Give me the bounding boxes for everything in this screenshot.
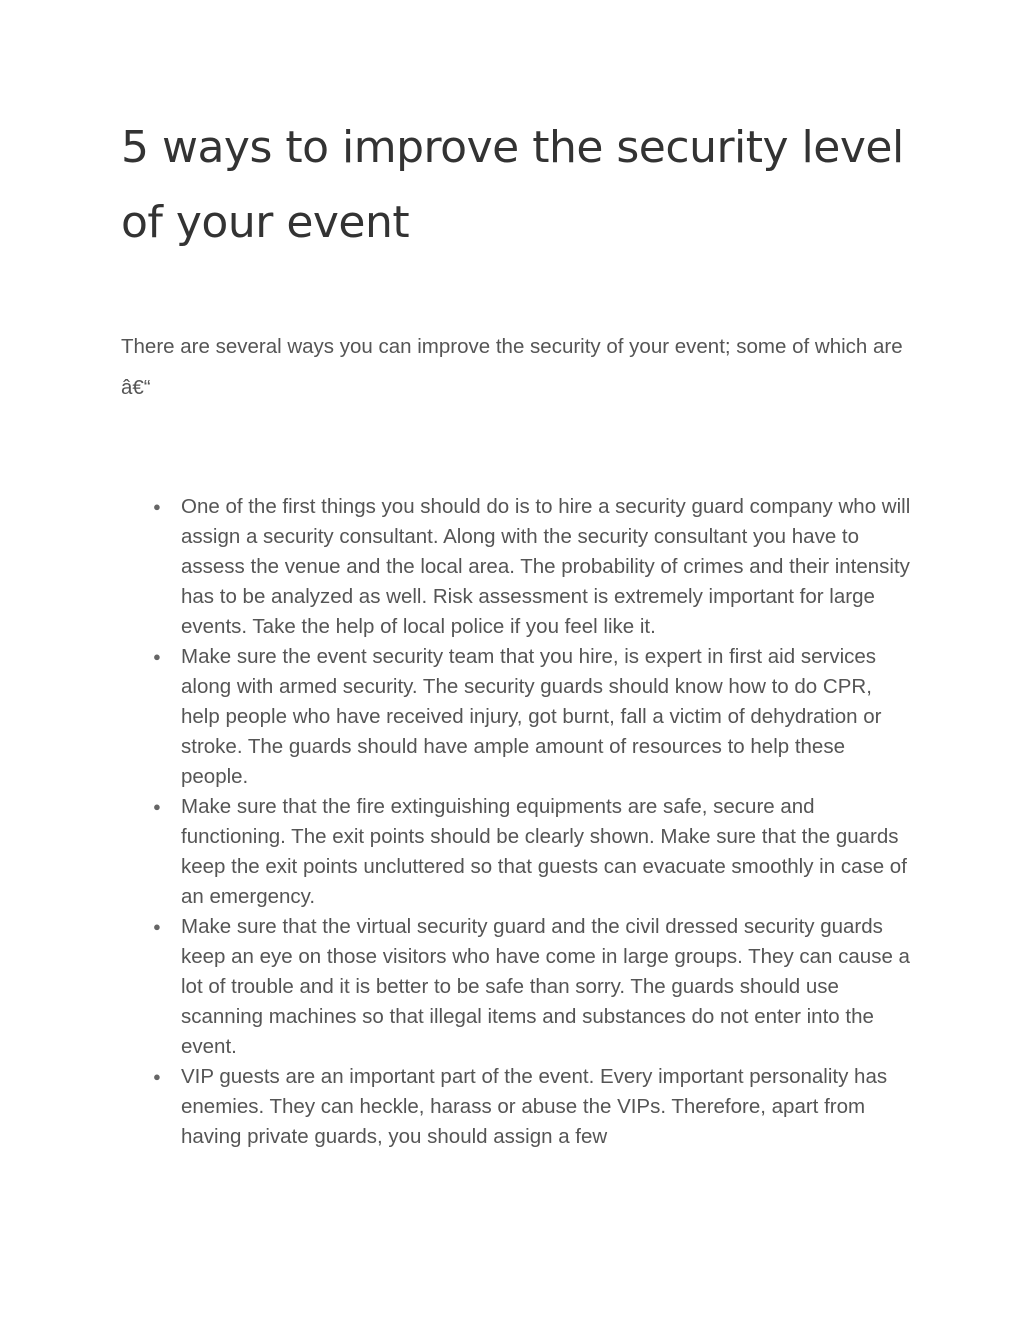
list-item-text: Make sure that the fire extinguishing equipments are safe, secure and functioning. The exit points should be clearly shown. Make sure that the guards keep the exit points uncluttered so that guests can evacuate smoothly in case of an emergency. — [181, 795, 907, 908]
bullet-icon: ● — [153, 499, 161, 514]
list-item — [153, 1062, 913, 1152]
bullet-list — [153, 492, 913, 1152]
page-title: 5 ways to improve the security level of your event — [121, 122, 904, 248]
bullet-icon: ● — [153, 919, 161, 934]
list-item — [153, 792, 913, 912]
list-item-text: Make sure the event security team that you hire, is expert in first aid services along with armed security. The security guards should know how to do CPR, help people who have received injury, got burnt, fall a victim of dehydration or stroke. The guards should have ample amount of resources to help these people. — [181, 645, 882, 788]
list-item-text: Make sure that the virtual security guard and the civil dressed security guards keep an eye on those visitors who have come in large groups. They can cause a lot of trouble and it is better to be safe than sorry. The guards should use scanning machines so that illegal items and substances do not enter into the event. — [181, 915, 910, 1058]
bullet-icon: ● — [153, 1069, 161, 1084]
list-item — [153, 492, 913, 642]
list-item-text: VIP guests are an important part of the event. Every important personality has enemies. They can heckle, harass or abuse the VIPs. Therefore, apart from having private guards, you should assign a few — [181, 1065, 888, 1148]
list-item-text: One of the first things you should do is to hire a security guard company who will assign a security consultant. Along with the security consultant you have to assess the venue and the local area. The probability of crimes and their intensity has to be analyzed as well. Risk assessment is extremely important for large events. Take the help of local police if you feel like it. — [181, 495, 911, 638]
bullet-icon: ● — [153, 799, 161, 814]
intro-paragraph: There are several ways you can improve the security of your event; some of which are â€“ — [121, 335, 903, 399]
bullet-icon: ● — [153, 649, 161, 664]
list-item — [153, 642, 913, 792]
list-item — [153, 912, 913, 1062]
